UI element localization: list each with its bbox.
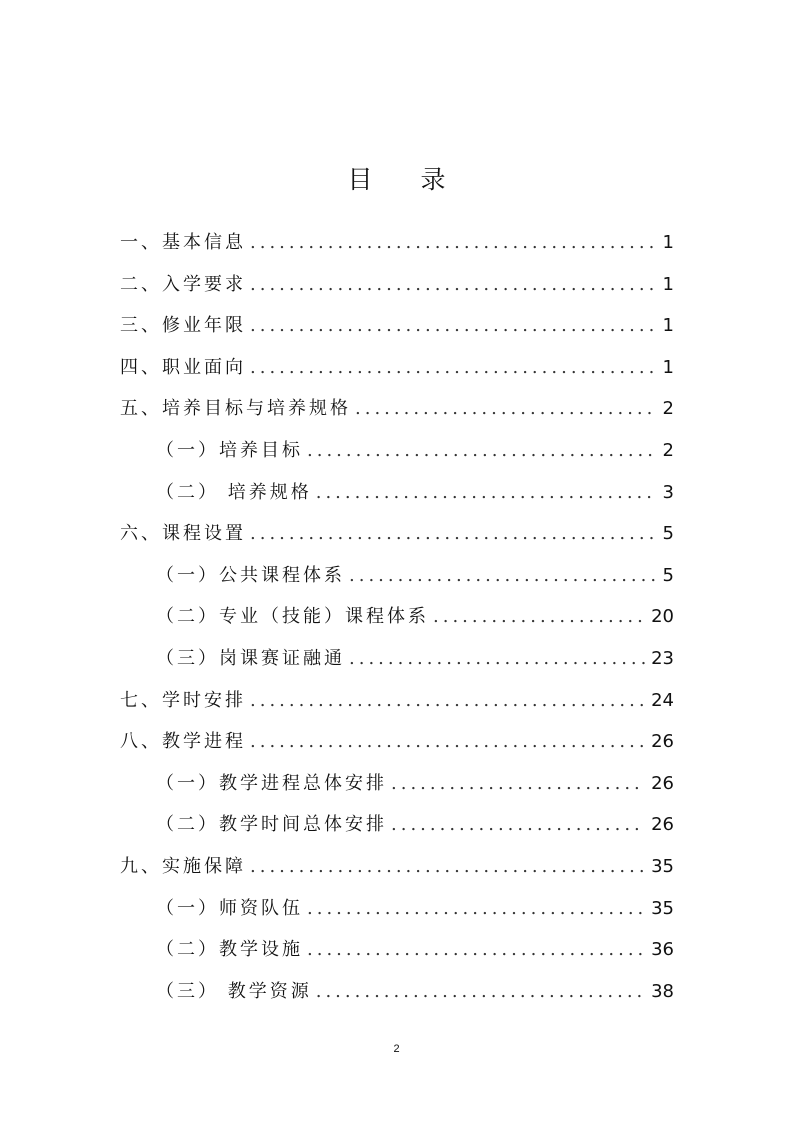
toc-entry-page: 26: [651, 731, 674, 753]
toc-dot-leader: [250, 264, 657, 306]
toc-entry-label: （一）教学进程总体安排: [156, 772, 387, 794]
toc-entry[interactable]: [120, 763, 674, 805]
toc-entry-label: 七、学时安排: [120, 689, 246, 711]
toc-dot-leader: [391, 804, 645, 846]
toc-entry-page: 26: [651, 814, 674, 836]
toc-entry-page: 5: [662, 564, 674, 586]
toc-entry[interactable]: [120, 555, 674, 597]
toc-entry[interactable]: [120, 430, 674, 472]
toc-entry-label: （二） 培养规格: [156, 481, 312, 503]
toc-entry[interactable]: [120, 971, 674, 1013]
toc-entry-label: 六、课程设置: [120, 523, 246, 545]
toc-entry[interactable]: [120, 846, 674, 888]
toc-entry-label: （一）培养目标: [156, 439, 303, 461]
toc-dot-leader: [349, 638, 645, 680]
toc-entry-label: （三）岗课赛证融通: [156, 647, 345, 669]
toc-entry[interactable]: [120, 388, 674, 430]
toc-dot-leader: [307, 430, 657, 472]
toc-dot-leader: [250, 347, 657, 389]
toc-entry[interactable]: [120, 680, 674, 722]
toc-entry-page: 2: [662, 439, 674, 461]
toc-entry-label: （二）专业（技能）课程体系: [156, 606, 429, 628]
toc-entry-page: 20: [651, 606, 674, 628]
toc-entry-label: 一、基本信息: [120, 232, 246, 253]
toc-dot-leader: [316, 971, 645, 1013]
page-number: 2: [393, 1043, 400, 1055]
toc-dot-leader: [307, 929, 645, 971]
toc-entry[interactable]: [120, 596, 674, 638]
toc-entry[interactable]: [120, 804, 674, 846]
toc-dot-leader: [433, 596, 645, 638]
toc-entry-page: 1: [662, 232, 674, 253]
toc-entry[interactable]: [120, 721, 674, 763]
toc-entry[interactable]: [120, 472, 674, 514]
toc-entry-label: （二）教学设施: [156, 939, 303, 961]
toc-dot-leader: [316, 472, 657, 514]
toc-entry-page: 26: [651, 772, 674, 794]
toc-entry-label: 九、实施保障: [120, 855, 246, 877]
toc-entry[interactable]: [120, 264, 674, 306]
table-of-contents: [120, 222, 674, 1012]
toc-entry-page: 1: [662, 315, 674, 337]
toc-dot-leader: [307, 888, 645, 930]
toc-entry-page: 36: [651, 939, 674, 961]
toc-entry-label: （一）师资队伍: [156, 897, 303, 919]
toc-entry-page: 5: [662, 523, 674, 545]
toc-entry-label: 三、修业年限: [120, 315, 246, 337]
toc-dot-leader: [250, 513, 657, 555]
toc-entry-label: 二、入学要求: [120, 273, 246, 295]
toc-entry[interactable]: [120, 888, 674, 930]
toc-entry-label: 五、培养目标与培养规格: [120, 398, 351, 420]
toc-entry-page: 38: [651, 980, 674, 1002]
toc-entry[interactable]: [120, 222, 674, 264]
toc-entry[interactable]: [120, 513, 674, 555]
toc-dot-leader: [349, 555, 657, 597]
toc-dot-leader: [391, 763, 645, 805]
toc-dot-leader: [250, 721, 645, 763]
toc-entry-label: （三） 教学资源: [156, 980, 312, 1002]
toc-dot-leader: [250, 222, 657, 264]
toc-entry-page: 1: [662, 356, 674, 378]
toc-dot-leader: [250, 846, 645, 888]
toc-entry-label: 八、教学进程: [120, 731, 246, 753]
toc-entry-page: 24: [651, 689, 674, 711]
toc-dot-leader: [250, 680, 645, 722]
toc-entry-page: 35: [651, 897, 674, 919]
toc-entry[interactable]: [120, 347, 674, 389]
toc-entry-label: （二）教学时间总体安排: [156, 814, 387, 836]
toc-entry-label: 四、职业面向: [120, 356, 246, 378]
toc-entry-page: 23: [651, 647, 674, 669]
toc-entry-page: 2: [662, 398, 674, 420]
toc-entry-page: 3: [662, 481, 674, 503]
toc-dot-leader: [250, 305, 657, 347]
toc-entry-label: （一）公共课程体系: [156, 564, 345, 586]
toc-dot-leader: [355, 388, 657, 430]
toc-entry-page: 1: [662, 273, 674, 295]
toc-entry[interactable]: [120, 638, 674, 680]
toc-entry[interactable]: [120, 929, 674, 971]
page-title: 目 录: [347, 165, 466, 194]
toc-entry[interactable]: [120, 305, 674, 347]
toc-entry-page: 35: [651, 855, 674, 877]
